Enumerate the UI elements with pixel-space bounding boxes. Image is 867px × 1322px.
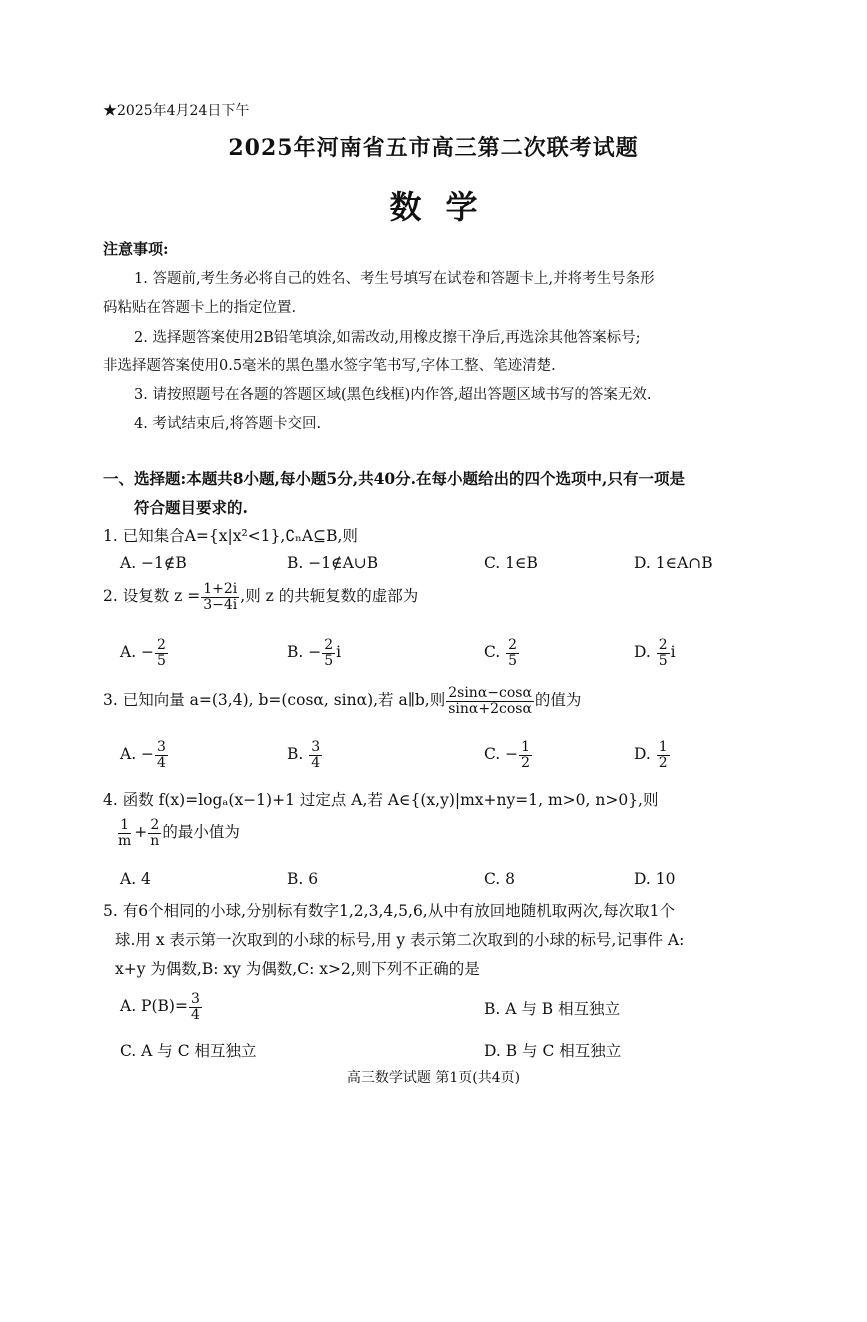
q3-option-a (120, 740, 169, 770)
q4-f1-den: m (118, 832, 132, 849)
q2-c-den: 5 (508, 652, 518, 669)
q4-f2-num: 2 (150, 817, 160, 833)
q2-frac-num: 1+2i (203, 581, 238, 597)
q2-a-den: 5 (157, 652, 166, 669)
q4-option-b: B. 6 (287, 870, 319, 888)
question-5-stem-cont: x+y 为偶数,B: xy 为偶数,C: x>2,则下列不正确的是 (115, 960, 480, 978)
q3-a-den: 4 (157, 754, 166, 771)
q2-stem-post: ,则 z 的共轭复数的虚部为 (240, 587, 419, 606)
question-2-stem (103, 582, 418, 612)
q2-d-label: D. (634, 643, 656, 662)
q2-b-den: 5 (324, 652, 334, 669)
question-4-stem: 4. 函数 f(x)=logₐ(x−1)+1 过定点 A,若 A∈{(x,y)|mx+ny=1, m>0, n>0},则 (103, 791, 659, 809)
section-heading: 一、选择题:本题共8小题,每小题5分,共40分.在每小题给出的四个选项中,只有一项是 (103, 469, 685, 488)
q1-option-b: B. −1∉A∪B (287, 554, 379, 572)
q2-b-num: 2 (324, 637, 334, 653)
notice-title: 注意事项: (103, 240, 169, 258)
q3-c-num: 1 (521, 739, 531, 755)
q4-option-d: D. 10 (634, 870, 676, 888)
q2-a-label: A. − (120, 643, 155, 662)
q2-option-c (484, 638, 520, 668)
page-footer: 高三数学试题 第1页(共4页) (346, 1070, 521, 1086)
q4-stem-post: 的最小值为 (162, 823, 240, 842)
q5-a-den: 4 (190, 1006, 200, 1023)
q5-a-label: A. P(B)= (120, 997, 188, 1016)
q3-d-label: D. (634, 745, 656, 764)
q2-d-suffix: i (670, 643, 676, 662)
q2-c-num: 2 (508, 637, 518, 653)
q5-option-b: B. A 与 B 相互独立 (484, 1000, 621, 1018)
q3-option-b (287, 740, 323, 770)
q3-option-c (484, 740, 533, 770)
q2-b-frac (322, 638, 335, 668)
subject-title: 数学 (389, 188, 502, 226)
notice-item: 非选择题答案使用0.5毫米的黑色墨水签字笔书写,字体工整、笔迹清楚. (103, 358, 556, 374)
question-5-stem-cont: 球.用 x 表示第一次取到的小球的标号,用 y 表示第二次取到的小球的标号,记事件 A: (115, 931, 685, 949)
q5-a-frac (189, 992, 202, 1022)
notice-item: 2. 选择题答案使用2B铅笔填涂,如需改动,用橡皮擦干净后,再选涂其他答案标号; (134, 330, 641, 346)
q1-option-d: D. 1∈A∩B (634, 554, 713, 572)
q4-frac-1 (116, 818, 133, 848)
q4-f2-den: n (150, 832, 160, 849)
q3-b-frac (309, 740, 322, 770)
notice-item: 码粘贴在答题卡上的指定位置. (103, 300, 297, 316)
q3-d-den: 2 (658, 754, 668, 771)
q1-option-c: C. 1∈B (484, 554, 538, 572)
q3-b-num: 3 (311, 739, 321, 755)
q2-c-label: C. (484, 643, 506, 662)
q3-d-num: 1 (658, 739, 668, 755)
q3-d-frac (657, 740, 670, 770)
q2-b-suffix: i (336, 643, 342, 662)
q2-stem-pre: 2. 设复数 z = (103, 587, 201, 606)
q3-frac-num: 2sinα−cosα (448, 685, 532, 701)
question-4-stem-cont (115, 818, 240, 848)
q2-d-frac (657, 638, 670, 668)
exam-title: 2025年河南省五市高三第二次联考试题 (228, 135, 639, 161)
q3-a-num: 3 (157, 739, 166, 755)
q5-option-d: D. B 与 C 相互独立 (484, 1042, 622, 1060)
q3-c-label: C. − (484, 745, 519, 764)
q3-b-label: B. (287, 745, 309, 764)
q2-d-num: 2 (658, 637, 668, 653)
q3-fraction (446, 686, 534, 716)
q3-option-d (634, 740, 671, 770)
q3-a-label: A. − (120, 745, 155, 764)
q2-frac-den: 3−4i (203, 596, 238, 613)
question-3-stem (103, 686, 581, 716)
q5-option-a (120, 992, 203, 1022)
q4-frac-2 (148, 818, 161, 848)
q3-b-den: 4 (311, 754, 321, 771)
q5-option-c: C. A 与 C 相互独立 (120, 1042, 257, 1060)
question-1-stem: 1. 已知集合A={x|x²<1},∁ₙA⊆B,则 (103, 527, 358, 545)
exam-date: ★2025年4月24日下午 (103, 103, 250, 119)
q2-fraction (201, 582, 239, 612)
q5-a-num: 3 (190, 991, 200, 1007)
q1-option-a: A. −1∉B (120, 554, 187, 572)
notice-item: 1. 答题前,考生务必将自己的姓名、考生号填写在试卷和答题卡上,并将考生号条形 (134, 271, 655, 287)
q2-option-a (120, 638, 169, 668)
q3-stem-post: 的值为 (534, 691, 582, 710)
q2-b-label: B. − (287, 643, 322, 662)
q3-c-den: 2 (521, 754, 531, 771)
q2-option-b (287, 638, 341, 668)
notice-item: 4. 考试结束后,将答题卡交回. (134, 416, 322, 432)
q4-f1-num: 1 (120, 817, 130, 833)
q3-a-frac (155, 740, 168, 770)
q2-a-num: 2 (157, 637, 166, 653)
q2-option-d (634, 638, 676, 668)
question-5-stem: 5. 有6个相同的小球,分别标有数字1,2,3,4,5,6,从中有放回地随机取两次,每次取1个 (103, 902, 676, 920)
q2-d-den: 5 (658, 652, 668, 669)
q3-frac-den: sinα+2cosα (448, 700, 532, 717)
notice-item: 3. 请按照题号在各题的答题区域(黑色线框)内作答,超出答题区域书写的答案无效. (134, 387, 652, 403)
q3-stem-pre: 3. 已知向量 a=(3,4), b=(cosα, sinα),若 a∥b,则 (103, 691, 446, 710)
q4-plus: + (134, 823, 148, 842)
q2-a-frac (155, 638, 168, 668)
q3-c-frac (519, 740, 532, 770)
q2-c-frac (506, 638, 519, 668)
q4-option-c: C. 8 (484, 870, 516, 888)
q4-option-a: A. 4 (120, 870, 151, 888)
section-heading-cont: 符合题目要求的. (134, 498, 248, 517)
